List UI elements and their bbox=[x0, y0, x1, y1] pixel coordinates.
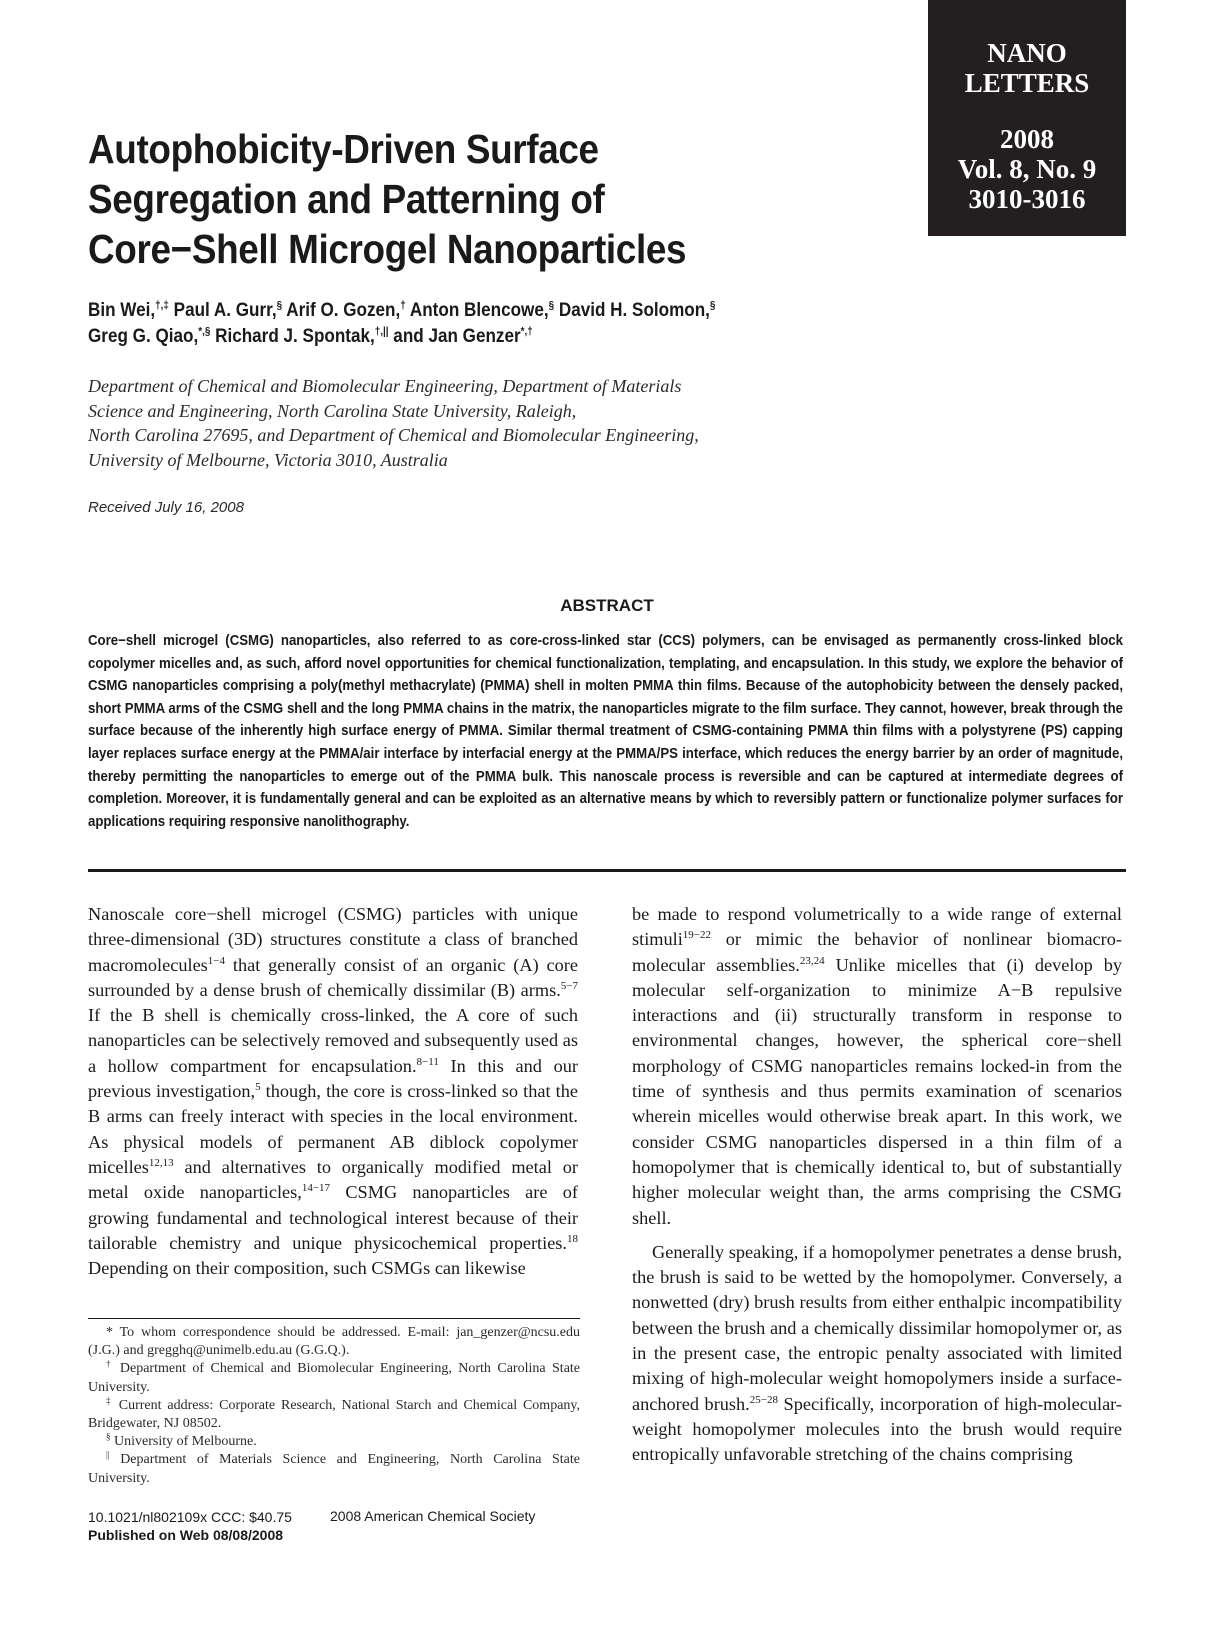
abstract-text: Core−shell microgel (CSMG) nanoparticles, also referred to as core-cross-linked star (CCS) polymers, can be envisaged as permanently cross-linked block copolymer micelles and, as such, afford novel opportunities for chemical functionalization, templating, and encapsulation. In this study, we explore the behavior of CSMG nanoparticles comprising a poly(methyl methacrylate) (PMMA) shell in molten PMMA thin films. Because of the autophobicity between the densely packed, short PMMA arms of the CSMG shell and the long PMMA chains in the matrix, the nanoparticles migrate to the film surface. They cannot, however, break through the surface because of the inherently high surface energy of PMMA. Similar thermal treatment of CSMG-containing PMMA thin films with a polystyrene (PS) capping layer replaces surface energy at the PMMA/air interface by interfacial energy at the PMMA/PS interface, which reduces the energy barrier by an order of magnitude, thereby permitting the nanoparticles to emerge out of the PMMA bulk. This nanoscale process is reversible and can be captured at intermediate degrees of completion. Moreover, it is fundamentally general and can be exploited as an alternative means by which to reversibly pattern or functionalize polymer surfaces for applications requiring responsive nanolithography. bbox=[88, 633, 1123, 830]
body-column-left bbox=[88, 902, 578, 1281]
text-run: be made to respond volumetrically to a wide range of external stimuli bbox=[632, 904, 1122, 950]
author-name: Bin Wei, bbox=[88, 300, 156, 321]
text-run: Depending on their composition, such CSMGs can likewise bbox=[88, 1258, 526, 1279]
citation-marker: 5 bbox=[255, 1080, 261, 1093]
citation-marker: 5−7 bbox=[560, 979, 578, 992]
section-divider bbox=[88, 869, 1126, 872]
author-name: Anton Blencowe, bbox=[405, 300, 549, 321]
article-title bbox=[88, 124, 772, 274]
citation-marker: 18 bbox=[567, 1232, 578, 1245]
text-run: In this and our previous investigation, bbox=[88, 1055, 579, 1102]
journal-badge bbox=[928, 0, 1126, 236]
journal-year: 2008 bbox=[1000, 124, 1054, 154]
title-line: Segregation and Patterning of bbox=[88, 176, 605, 222]
text-run: though, the core is cross-linked so that the B arms can freely interact with species in the local environment. As physical models of permanent AB diblock copolymer micelles bbox=[88, 1081, 578, 1177]
body-paragraph bbox=[632, 902, 1122, 1231]
journal-name-line1: NANO bbox=[987, 38, 1067, 68]
author-name: Arif O. Gozen, bbox=[282, 300, 401, 321]
footnote-marker: † bbox=[106, 1358, 114, 1369]
footnote-marker: § bbox=[106, 1431, 111, 1442]
citation-marker: 25−28 bbox=[749, 1393, 778, 1406]
author-line bbox=[88, 298, 898, 324]
citation-marker: 23,24 bbox=[799, 954, 825, 967]
author-list bbox=[88, 298, 898, 350]
affiliation-line: North Carolina 27695, and Department of Chemical and Biomolecular Engineering, bbox=[88, 425, 699, 445]
author-name: Paul A. Gurr, bbox=[168, 300, 277, 321]
doi-line: 10.1021/nl802109x CCC: $40.75 bbox=[88, 1509, 292, 1525]
title-line: Core−Shell Microgel Nanoparticles bbox=[88, 226, 687, 272]
citation-marker: 14−17 bbox=[301, 1182, 331, 1195]
text-run: Nanoscale core−shell microgel (CSMG) particles with unique three-dimensional (3D) structures constitute a class of branched macromolecules bbox=[88, 904, 578, 975]
footnote bbox=[88, 1360, 580, 1396]
abstract-heading: ABSTRACT bbox=[560, 596, 654, 615]
footnote-text: Department of Materials Science and Engineering, North Carolina State University. bbox=[88, 1452, 580, 1486]
footnote-text: * To whom correspondence should be addressed. E-mail: jan_genzer@ncsu.edu (J.G.) and gregghq@unimelb.edu.au (G.G.Q.). bbox=[88, 1325, 580, 1359]
footnote-text: Current address: Corporate Research, National Starch and Chemical Company, Bridgewater, NJ 08502. bbox=[88, 1397, 580, 1432]
footnotes bbox=[88, 1324, 580, 1488]
article-footer bbox=[88, 1508, 292, 1544]
footnote-divider bbox=[88, 1318, 580, 1319]
text-run: or mimic the behavior of nonlinear biomacro-molecular assemblies. bbox=[632, 929, 1122, 975]
author-affiliation-marker: § bbox=[709, 299, 716, 312]
footnote bbox=[88, 1451, 580, 1487]
author-line bbox=[88, 324, 898, 350]
text-run: that generally consist of an organic (A) core surrounded by a dense brush of chemically dissimilar (B) arms. bbox=[88, 954, 578, 1000]
author-affiliation-marker: †,|| bbox=[374, 325, 389, 338]
body-paragraph bbox=[632, 1240, 1122, 1468]
text-run: Specifically, incorporation of high-molecular-weight homopolymer molecules into the brush would require entropically unfavorable stretching of the chains comprising bbox=[632, 1393, 1122, 1465]
footnote bbox=[88, 1433, 580, 1451]
author-affiliation-marker: †,‡ bbox=[155, 299, 169, 312]
citation-marker: 12,13 bbox=[148, 1156, 174, 1169]
affiliation-line: Science and Engineering, North Carolina State University, Raleigh, bbox=[88, 400, 577, 421]
copyright: 2008 American Chemical Society bbox=[330, 1508, 536, 1524]
footnote bbox=[88, 1324, 580, 1360]
journal-pages: 3010-3016 bbox=[968, 184, 1086, 214]
received-date: Received July 16, 2008 bbox=[88, 499, 244, 516]
author-name: David H. Solomon, bbox=[554, 300, 710, 321]
author-name: Richard J. Spontak, bbox=[210, 326, 375, 347]
text-run: and alternatives to organically modified metal or metal oxide nanoparticles, bbox=[88, 1156, 578, 1203]
footnote-text: Department of Chemical and Biomolecular Engineering, North Carolina State University. bbox=[88, 1361, 581, 1395]
citation-marker: 19−22 bbox=[682, 929, 712, 942]
author-affiliation-marker: *,† bbox=[520, 325, 533, 338]
body-column-right bbox=[632, 902, 1122, 1468]
affiliation bbox=[88, 374, 828, 472]
footnote-text: University of Melbourne. bbox=[110, 1434, 257, 1450]
author-affiliation-marker: § bbox=[548, 299, 555, 312]
text-run: Generally speaking, if a homopolymer penetrates a dense brush, the brush is said to be wetted by the homopolymer. Conversely, a nonwetted (dry) brush results from either enthalpic incompatibility between the brush and a chemically dissimilar homopolymer or, as in the present case, the entropic penalty associated with limited mixing of high-molecular weight homopolymers inside a surface-anchored brush. bbox=[632, 1241, 1122, 1414]
footnote-marker: || bbox=[106, 1449, 110, 1460]
text-run: If the B shell is chemically cross-linked, the A core of such nanoparticles can be selectively removed and subsequently used as a hollow compartment for encapsulation. bbox=[88, 1005, 578, 1076]
author-name: and Jan Genzer bbox=[388, 326, 521, 347]
author-name: Greg G. Qiao, bbox=[88, 326, 199, 347]
title-line: Autophobicity-Driven Surface bbox=[88, 126, 599, 172]
journal-volume: Vol. 8, No. 9 bbox=[957, 154, 1097, 184]
text-run: Unlike micelles that (i) develop by molecular self-organization to minimize A−B repulsive interactions and (ii) structurally transform in response to environmental changes, however, the spherical core−shell morphology of CSMG nanoparticles remains locked-in from the time of synthesis and thus permits examination of scenarios wherein micelles would otherwise break apart. In this work, we consider CSMG nanoparticles dispersed in a thin film of a homopolymer that is chemically identical to, but of substantially higher molecular weight than, the arms comprising the CSMG shell. bbox=[632, 954, 1122, 1228]
affiliation-line: Department of Chemical and Biomolecular Engineering, Department of Materials bbox=[88, 376, 682, 396]
published-date: Published on Web 08/08/2008 bbox=[88, 1527, 284, 1543]
footnote bbox=[88, 1397, 580, 1433]
author-affiliation-marker: § bbox=[276, 299, 283, 312]
body-paragraph bbox=[88, 902, 578, 1281]
journal-name-line2: LETTERS bbox=[964, 68, 1090, 98]
citation-marker: 1−4 bbox=[207, 954, 226, 967]
affiliation-line: University of Melbourne, Victoria 3010, Australia bbox=[88, 449, 448, 470]
author-affiliation-marker: *,§ bbox=[198, 325, 211, 338]
author-affiliation-marker: † bbox=[400, 299, 406, 312]
citation-marker: 8−11 bbox=[416, 1055, 439, 1068]
text-run: CSMG nanoparticles are of growing fundamental and technological interest because of their tailorable chemistry and unique physicochemical properties. bbox=[88, 1182, 579, 1253]
footnote-marker: ‡ bbox=[106, 1395, 113, 1406]
